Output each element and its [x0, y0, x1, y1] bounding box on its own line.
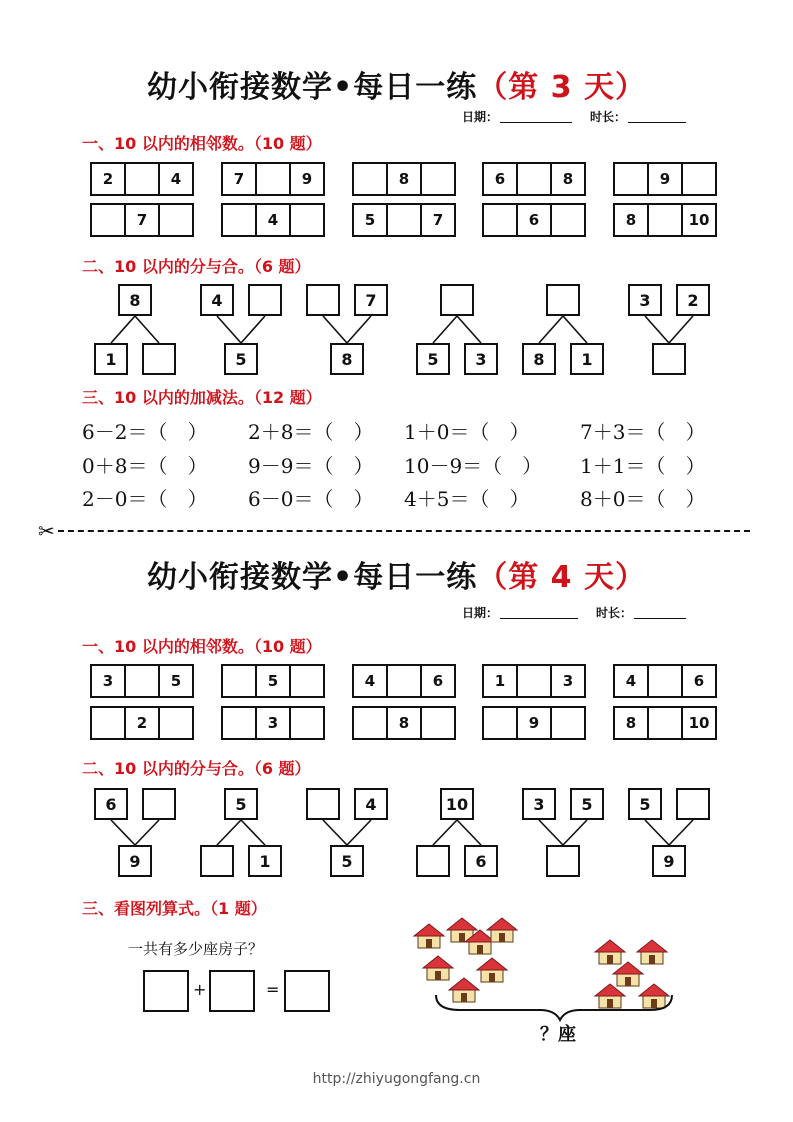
number-cell: 8 — [615, 205, 649, 235]
house-icon — [595, 984, 625, 1008]
number-box: 4 — [354, 788, 388, 820]
footer-url: http://zhiyugongfang.cn — [312, 1071, 481, 1087]
day3-section1-heading: 一、10 以内的相邻数。（10 题） — [82, 134, 322, 153]
number-cell: 6 — [693, 672, 705, 690]
equation[interactable]: 0＋8＝（ ） — [82, 454, 208, 478]
number-box: 8 — [522, 343, 556, 375]
number-box: 5 — [224, 343, 258, 375]
number-box: 9 — [652, 845, 686, 877]
house-icon — [613, 962, 643, 986]
number-box: 1 — [248, 845, 282, 877]
equation[interactable]: 1＋0＝（ ） — [404, 420, 530, 444]
number-cell: 10 — [688, 714, 710, 732]
number-box: 1 — [94, 343, 128, 375]
number-cell: 6 — [432, 672, 444, 690]
number-box: 5 — [416, 343, 450, 375]
house-icon — [639, 984, 669, 1008]
equation[interactable]: 1＋1＝（ ） — [580, 454, 706, 478]
number-box: 5 — [570, 788, 604, 820]
equals-sign: = — [266, 980, 280, 999]
number-cell: 6 — [484, 164, 518, 194]
number-cell: 10 — [688, 211, 710, 229]
number-cell: 8 — [615, 708, 649, 738]
equation[interactable]: 9－9＝（ ） — [248, 454, 374, 478]
day4-section2-heading: 二、10 以内的分与合。（6 题） — [82, 759, 311, 778]
equation[interactable]: 2＋8＝（ ） — [248, 420, 374, 444]
number-box: 8 — [118, 284, 152, 316]
house-icon — [414, 924, 444, 948]
number-box: 4 — [200, 284, 234, 316]
number-cell: 4 — [257, 205, 291, 235]
number-box: 5 — [330, 845, 364, 877]
equation[interactable]: 6－2＝（ ） — [82, 420, 208, 444]
house-icon — [595, 940, 625, 964]
number-cell: 4 — [170, 170, 182, 188]
house-icon — [477, 958, 507, 982]
number-cell: 2 — [126, 708, 160, 738]
number-cell: 7 — [126, 205, 160, 235]
equation[interactable]: 4＋5＝（ ） — [404, 487, 530, 511]
equation[interactable]: 6－0＝（ ） — [248, 487, 374, 511]
house-icon — [637, 940, 667, 964]
number-cell: 1 — [484, 666, 518, 696]
number-box: 5 — [224, 788, 258, 820]
number-box: 2 — [676, 284, 710, 316]
number-box: 1 — [570, 343, 604, 375]
number-box: 6 — [94, 788, 128, 820]
number-cell: 3 — [257, 708, 291, 738]
number-box: 3 — [628, 284, 662, 316]
number-cell: 3 — [92, 666, 126, 696]
number-box: 10 — [440, 788, 474, 820]
equation[interactable]: 7＋3＝（ ） — [580, 420, 706, 444]
number-box: 7 — [354, 284, 388, 316]
day3-meta: 日期： 时长： — [462, 108, 704, 125]
number-box: 6 — [464, 845, 498, 877]
number-box: 8 — [330, 343, 364, 375]
number-cell: 8 — [388, 708, 422, 738]
equation[interactable]: 2－0＝（ ） — [82, 487, 208, 511]
day3-section3-heading: 三、10 以内的加减法。（12 题） — [82, 388, 322, 407]
houses-caption: ？座 — [540, 1024, 576, 1045]
day3-section2-heading: 二、10 以内的分与合。（6 题） — [82, 257, 311, 276]
number-cell: 8 — [388, 164, 422, 194]
number-cell: 6 — [518, 205, 552, 235]
number-box: 5 — [628, 788, 662, 820]
plus-sign: + — [193, 980, 207, 999]
day4-section1-heading: 一、10 以内的相邻数。（10 题） — [82, 637, 322, 656]
number-box: 3 — [464, 343, 498, 375]
number-box: 3 — [522, 788, 556, 820]
number-cell: 2 — [92, 164, 126, 194]
day4-meta: 日期： 时长： — [462, 604, 704, 621]
number-cell: 7 — [223, 164, 257, 194]
number-cell: 4 — [354, 666, 388, 696]
day3-title: 幼小衔接数学•每日一练（第 3 天） — [147, 70, 646, 105]
equation[interactable]: 8＋0＝（ ） — [580, 487, 706, 511]
number-cell: 8 — [562, 170, 574, 188]
number-cell: 5 — [257, 666, 291, 696]
number-cell: 3 — [562, 672, 574, 690]
day4-section3-heading: 三、看图列算式。（1 题） — [82, 899, 267, 918]
number-cell: 9 — [301, 170, 313, 188]
number-cell: 4 — [615, 666, 649, 696]
scissors-icon: ✂ — [38, 519, 55, 543]
word-problem-question: 一共有多少座房子？ — [128, 940, 264, 958]
number-cell: 9 — [649, 164, 683, 194]
equation[interactable]: 10－9＝（ ） — [404, 454, 543, 478]
house-icon — [423, 956, 453, 980]
number-cell: 9 — [518, 708, 552, 738]
number-cell: 5 — [170, 672, 182, 690]
number-cell: 7 — [432, 211, 444, 229]
house-icon — [449, 978, 479, 1002]
house-icon — [487, 918, 517, 942]
number-cell: 5 — [354, 205, 388, 235]
day4-title: 幼小衔接数学•每日一练（第 4 天） — [147, 560, 646, 595]
number-box: 9 — [118, 845, 152, 877]
